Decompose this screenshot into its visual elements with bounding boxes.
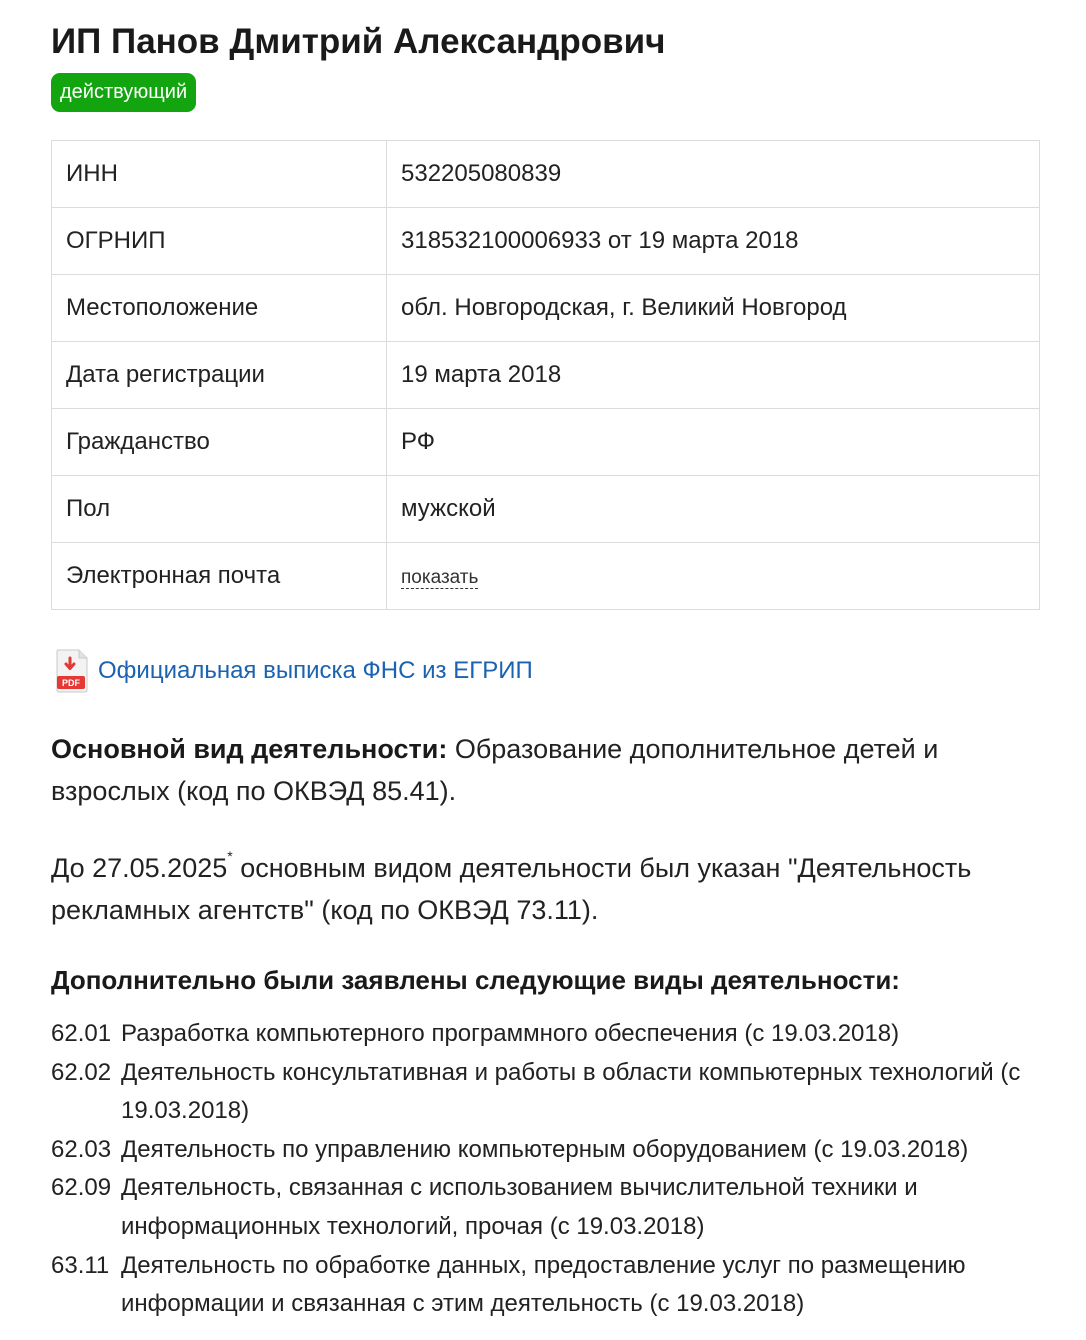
table-row bbox=[52, 543, 1040, 610]
main-activity bbox=[51, 728, 1041, 812]
activity-code: 62.09 bbox=[51, 1174, 112, 1202]
table-row bbox=[52, 342, 1040, 409]
show-email-link[interactable]: показать bbox=[401, 567, 479, 588]
previous-activity-date: До 27.05.2025 bbox=[51, 853, 228, 883]
main-activity-label: Основной вид деятельности: bbox=[51, 734, 448, 764]
activity-text: Деятельность по управлению компьютерным оборудованием (с 19.03.2018) bbox=[121, 1135, 969, 1163]
row-value-location: обл. Новгородская, г. Великий Новгород bbox=[387, 275, 1040, 342]
row-value-registration-date: 19 марта 2018 bbox=[387, 342, 1040, 409]
row-label-registration-date: Дата регистрации bbox=[52, 342, 387, 409]
row-value-citizenship: РФ bbox=[387, 409, 1040, 476]
fns-extract-link[interactable] bbox=[55, 649, 533, 693]
row-label-location: Местоположение bbox=[52, 275, 387, 342]
activity-code: 62.02 bbox=[51, 1058, 112, 1086]
row-value-ogrnip: 318532100006933 от 19 марта 2018 bbox=[387, 208, 1040, 275]
table-row bbox=[52, 141, 1040, 208]
row-label-citizenship: Гражданство bbox=[52, 409, 387, 476]
table-row bbox=[52, 275, 1040, 342]
row-label-ogrnip: ОГРНИП bbox=[52, 208, 387, 275]
row-value-inn: 532205080839 bbox=[387, 141, 1040, 208]
table-row bbox=[52, 476, 1040, 543]
previous-activity-text: основным видом деятельности был указан "Деятельность рекламных агентств" (код по ОКВЭД 73.11). bbox=[51, 853, 972, 925]
row-label-inn: ИНН bbox=[52, 141, 387, 208]
main-activity-text: Образование дополнительное детей и взрослых (код по ОКВЭД 85.41). bbox=[51, 734, 939, 806]
previous-activity bbox=[51, 847, 1041, 931]
activity-text: Деятельность консультативная и работы в области компьютерных технологий (с 19.03.2018) bbox=[121, 1058, 1021, 1125]
pdf-icon-label: PDF bbox=[62, 678, 80, 688]
activity-text: Разработка компьютерного программного обеспечения (с 19.03.2018) bbox=[121, 1020, 900, 1047]
table-row bbox=[52, 208, 1040, 275]
table-row bbox=[52, 409, 1040, 476]
additional-activities-list bbox=[51, 1015, 1046, 1324]
row-label-email: Электронная почта bbox=[52, 543, 387, 610]
footnote-mark[interactable]: * bbox=[227, 848, 233, 864]
info-table bbox=[51, 140, 1040, 610]
activity-code: 62.01 bbox=[51, 1020, 112, 1047]
list-item bbox=[51, 1054, 1046, 1131]
fns-extract-link-text[interactable]: Официальная выписка ФНС из ЕГРИП bbox=[98, 657, 533, 684]
pdf-file-icon bbox=[55, 649, 89, 693]
additional-activities-heading: Дополнительно были заявлены следующие виды деятельности: bbox=[51, 965, 900, 995]
activity-text: Деятельность, связанная с использованием вычислительной техники и информационных технологий, прочая (с 19.03.2018) bbox=[121, 1174, 918, 1240]
list-item bbox=[51, 1247, 1046, 1324]
status-badge: действующий bbox=[51, 73, 196, 112]
row-label-gender: Пол bbox=[52, 476, 387, 543]
activity-code: 63.11 bbox=[51, 1251, 110, 1279]
page-title: ИП Панов Дмитрий Александрович bbox=[51, 22, 666, 61]
list-item bbox=[51, 1015, 1046, 1054]
row-value-gender: мужской bbox=[387, 476, 1040, 543]
row-value-email bbox=[387, 543, 1040, 610]
list-item bbox=[51, 1169, 1046, 1246]
list-item bbox=[51, 1131, 1046, 1170]
activity-code: 62.03 bbox=[51, 1135, 112, 1163]
activity-text: Деятельность по обработке данных, предоставление услуг по размещению информации и связанная с этим деятельность (с 19.03.2018) bbox=[121, 1251, 966, 1318]
